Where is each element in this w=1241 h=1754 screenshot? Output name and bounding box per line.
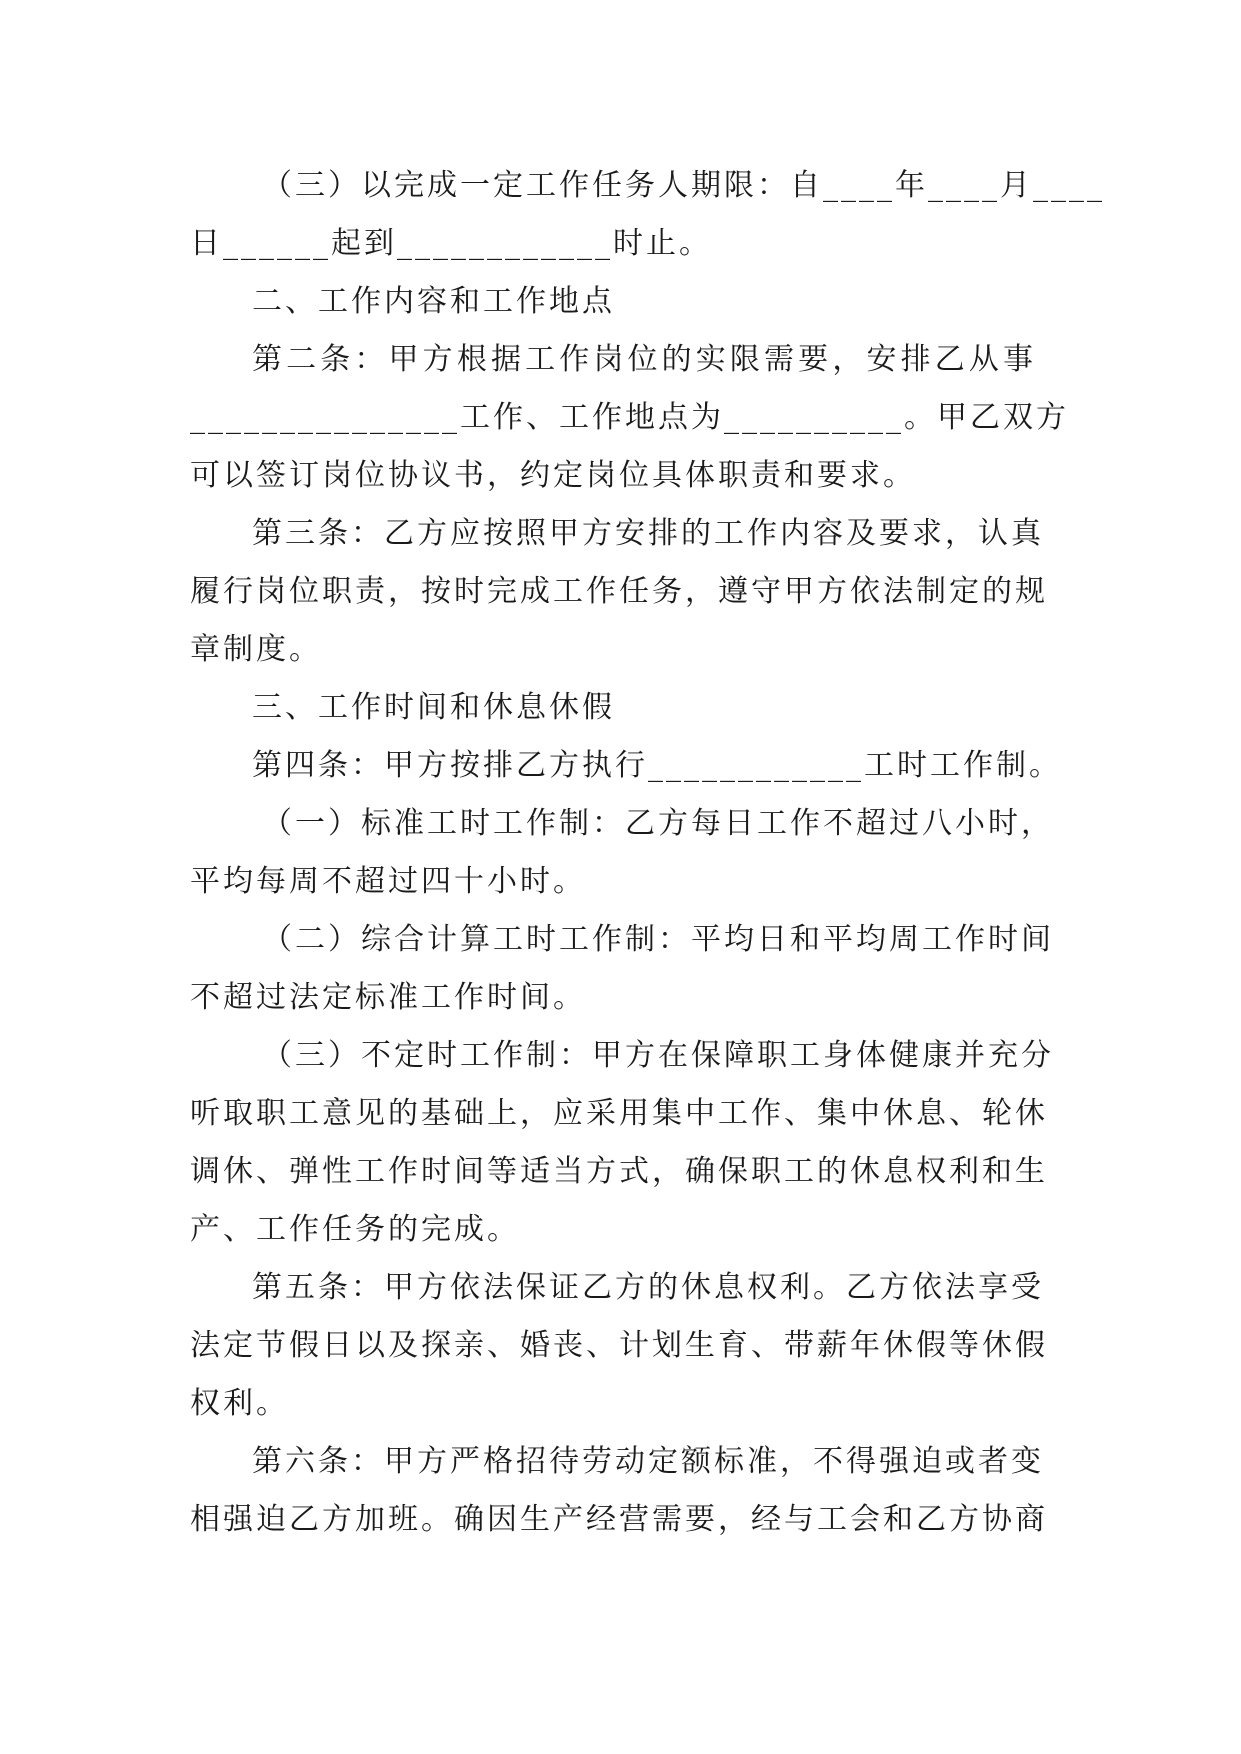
paragraph-line: 日______起到____________时止。 <box>190 226 712 261</box>
paragraph-line: （三）不定时工作制：甲方在保障职工身体健康并充分 <box>262 1038 1054 1073</box>
paragraph-line: 章制度。 <box>190 632 322 667</box>
paragraph-line: 相强迫乙方加班。确因生产经营需要，经与工会和乙方协商 <box>190 1502 1048 1537</box>
paragraph-line: 不超过法定标准工作时间。 <box>190 980 586 1015</box>
paragraph-line: 第五条：甲方依法保证乙方的休息权利。乙方依法享受 <box>252 1270 1044 1305</box>
section-heading: 三、工作时间和休息休假 <box>252 690 615 725</box>
paragraph-line: 权利。 <box>190 1386 289 1421</box>
paragraph-line: （三）以完成一定工作任务人期限：自____年____月____ <box>262 168 1105 203</box>
paragraph-line: 听取职工意见的基础上，应采用集中工作、集中休息、轮休 <box>190 1096 1048 1131</box>
paragraph-line: 平均每周不超过四十小时。 <box>190 864 586 899</box>
paragraph-line: 第六条：甲方严格招待劳动定额标准，不得强迫或者变 <box>252 1444 1044 1479</box>
paragraph-line: _______________工作、工作地点为__________。甲乙双方 <box>190 400 1069 435</box>
section-heading: 二、工作内容和工作地点 <box>252 284 615 319</box>
paragraph-line: 可以签订岗位协议书，约定岗位具体职责和要求。 <box>190 458 916 493</box>
paragraph-line: 调休、弹性工作时间等适当方式，确保职工的休息权利和生 <box>190 1154 1048 1189</box>
paragraph-line: 产、工作任务的完成。 <box>190 1212 520 1247</box>
paragraph-line: 第四条：甲方按排乙方执行____________工时工作制。 <box>252 748 1062 783</box>
paragraph-line: 第三条：乙方应按照甲方安排的工作内容及要求，认真 <box>252 516 1044 551</box>
paragraph-line: （二）综合计算工时工作制：平均日和平均周工作时间 <box>262 922 1054 957</box>
paragraph-line: 第二条：甲方根据工作岗位的实限需要，安排乙从事 <box>252 342 1036 377</box>
paragraph-line: （一）标准工时工作制：乙方每日工作不超过八小时， <box>262 806 1054 841</box>
paragraph-line: 履行岗位职责，按时完成工作任务，遵守甲方依法制定的规 <box>190 574 1048 609</box>
paragraph-line: 法定节假日以及探亲、婚丧、计划生育、带薪年休假等休假 <box>190 1328 1048 1363</box>
